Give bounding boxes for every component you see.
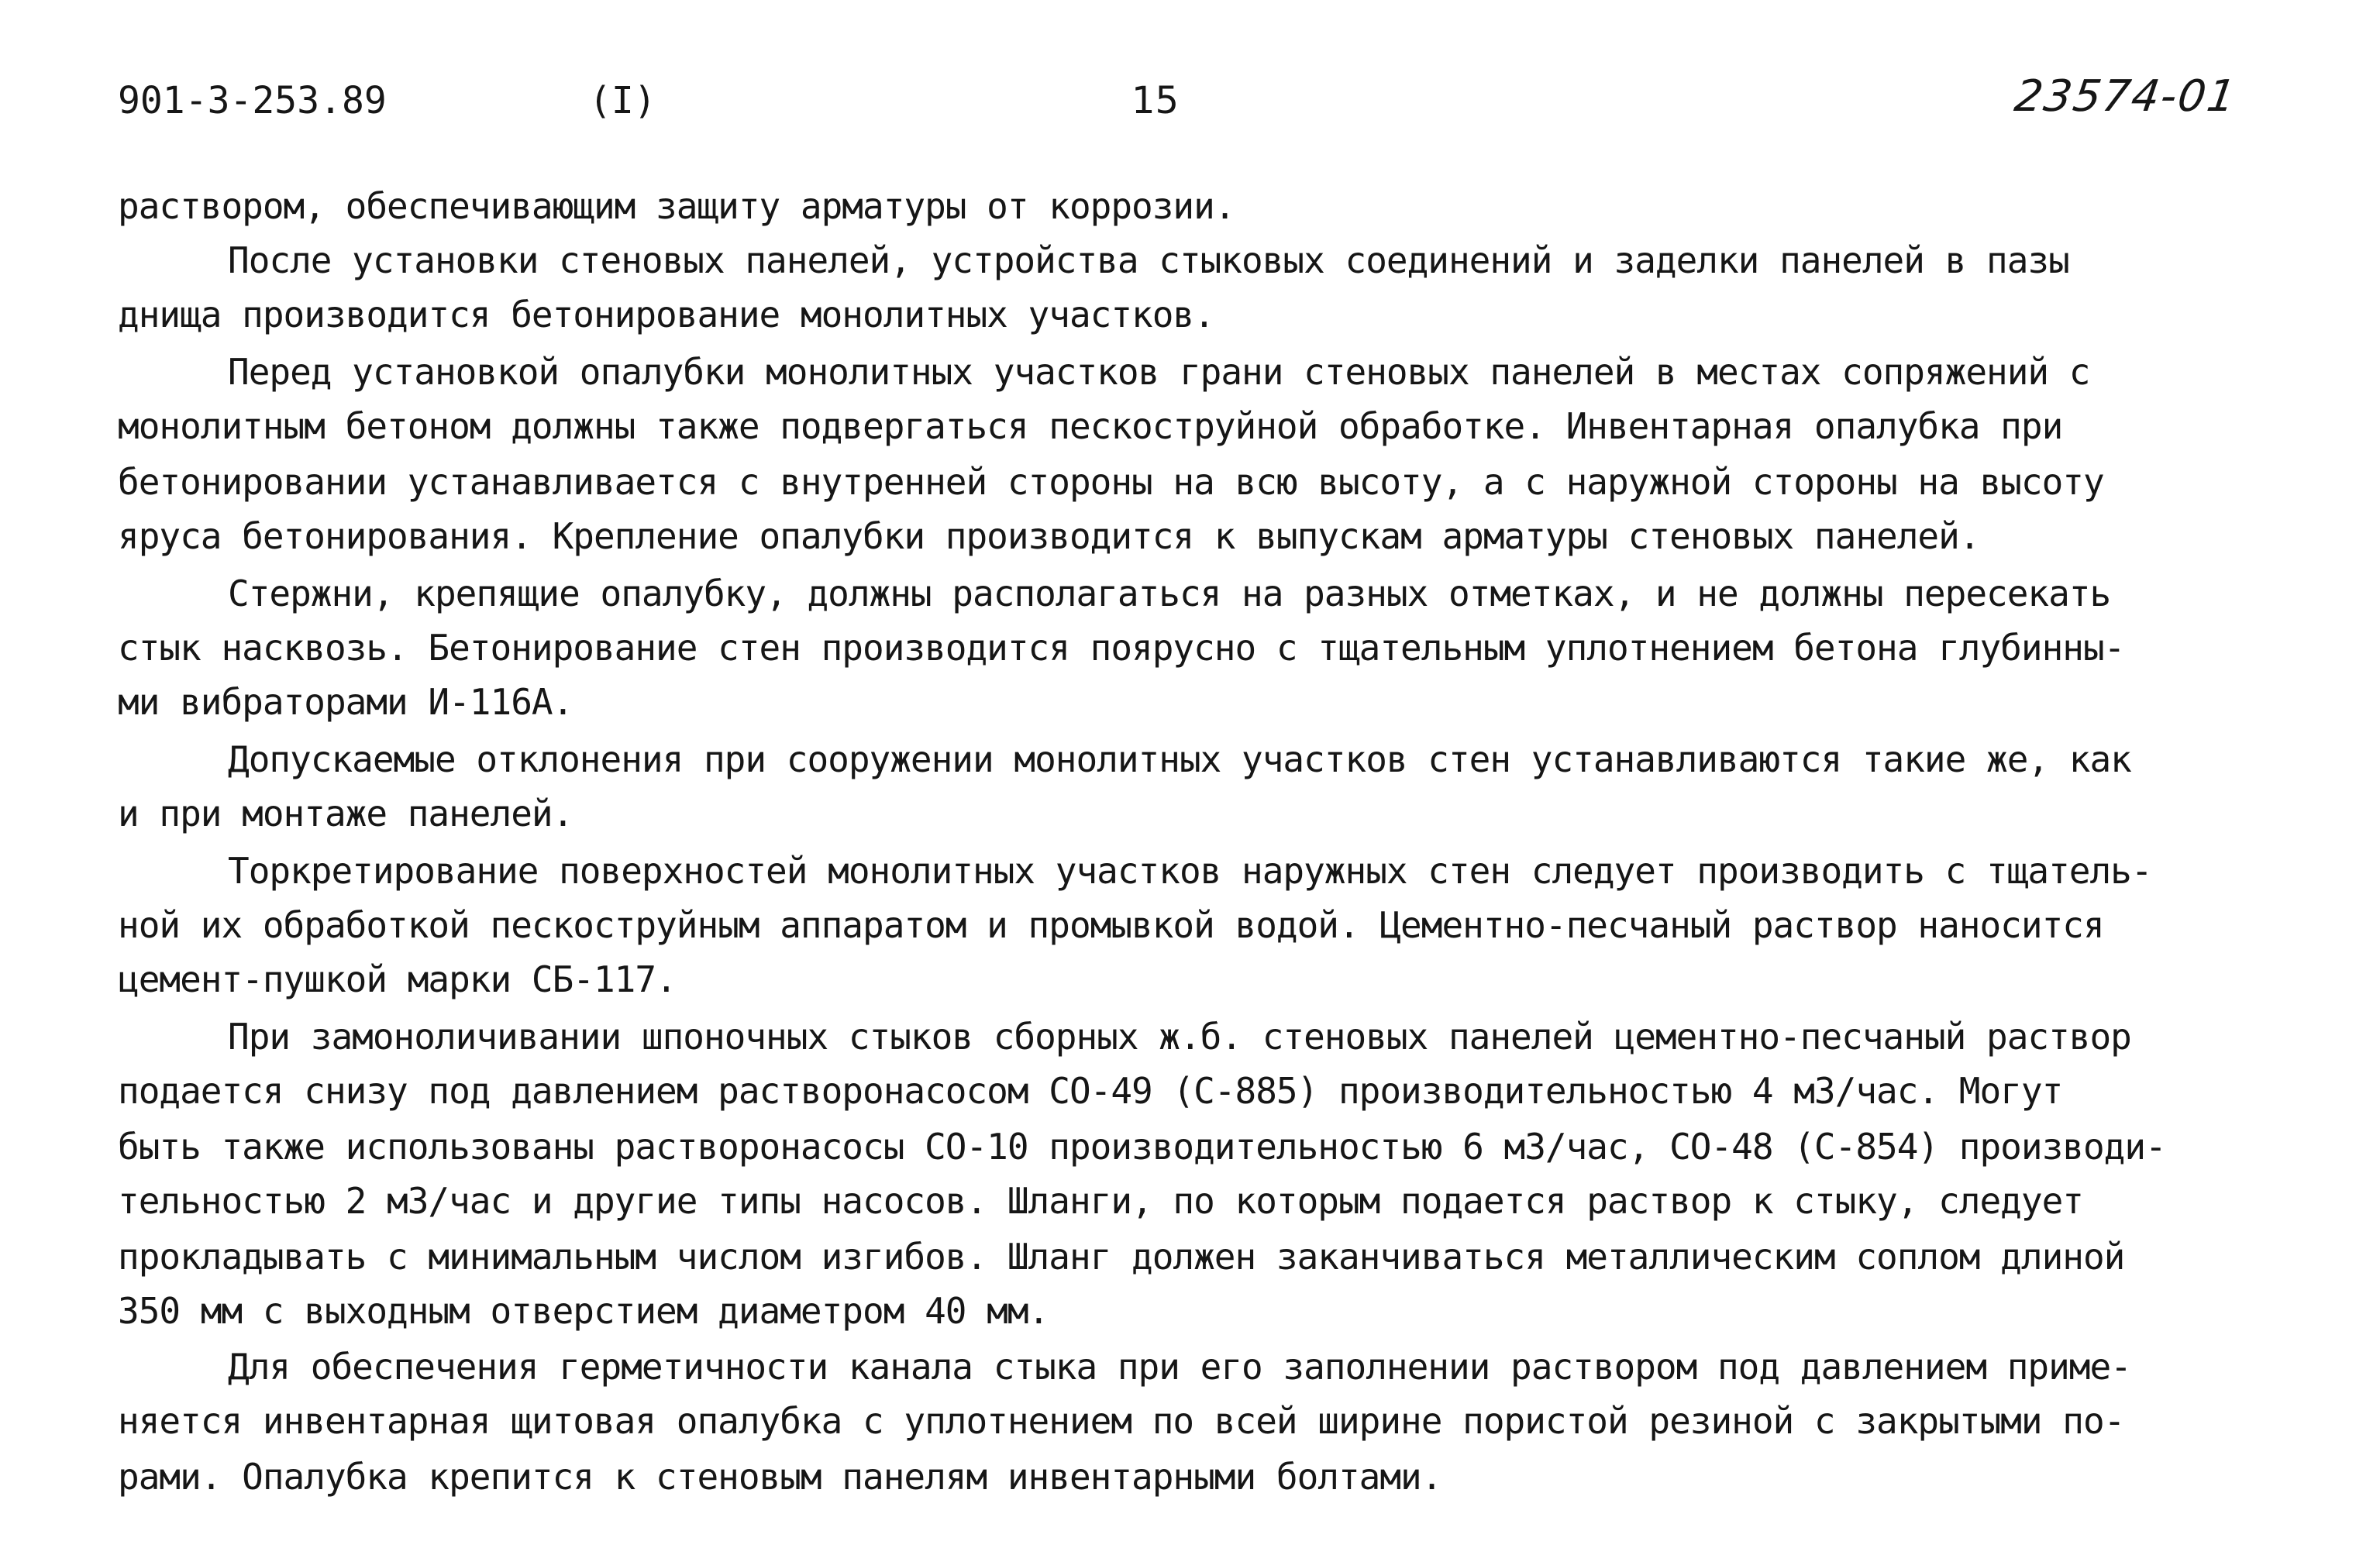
inventory-number: 23574-01 xyxy=(2011,71,2241,122)
document-code: 901-3-253.89 xyxy=(118,79,387,122)
text-line: подается снизу под давлением растворонасосом СО-49 (С-885) производительностью 4 м3/час. Могут xyxy=(118,1070,2063,1112)
text-line: рами. Опалубка крепится к стеновым панелям инвентарными болтами. xyxy=(118,1456,1442,1498)
text-line: бетонировании устанавливается с внутренней стороны на всю высоту, а с наружной стороны на высоту xyxy=(118,461,2104,503)
text-line: яруса бетонирования. Крепление опалубки производится к выпускам арматуры стеновых панелей. xyxy=(118,515,1980,557)
document-part: (I) xyxy=(589,79,656,122)
text-line: 350 мм с выходным отверстием диаметром 40 мм. xyxy=(118,1290,1049,1332)
text-line: тельностью 2 м3/час и другие типы насосов. Шланги, по которым подается раствор к стыку, следует xyxy=(118,1180,2083,1222)
text-line: быть также использованы растворонасосы СО-10 производительностью 6 м3/час, СО-48 (С-854) производи- xyxy=(118,1126,2166,1168)
text-line: монолитным бетоном должны также подвергаться пескоструйной обработке. Инвентарная опалубка при xyxy=(118,405,2063,447)
text-line: Допускаемые отклонения при сооружении монолитных участков стен устанавливаются такие же, как xyxy=(228,738,2131,780)
text-line: После установки стеновых панелей, устройства стыковых соединений и заделки панелей в пазы xyxy=(228,239,2069,281)
text-line: и при монтаже панелей. xyxy=(118,793,573,834)
text-line: няется инвентарная щитовая опалубка с уплотнением по всей ширине пористой резиной с закрытыми по- xyxy=(118,1400,2125,1442)
text-line: ми вибраторами И-116А. xyxy=(118,681,573,723)
text-line: Для обеспечения герметичности канала стыка при его заполнении раствором под давлением приме- xyxy=(228,1346,2131,1388)
text-line: днища производится бетонирование монолитных участков. xyxy=(118,294,1214,335)
text-line: раствором, обеспечивающим защиту арматуры от коррозии. xyxy=(118,185,1235,227)
text-line: Торкретирование поверхностей монолитных участков наружных стен следует производить с тщатель- xyxy=(228,850,2152,892)
text-line: Перед установкой опалубки монолитных участков грани стеновых панелей в местах сопряжений с xyxy=(228,351,2090,393)
page-number: 15 xyxy=(1131,79,1180,122)
text-line: Стержни, крепящие опалубку, должны располагаться на разных отметках, и не должны пересекать xyxy=(228,573,2111,614)
text-line: цемент-пушкой марки СБ-117. xyxy=(118,958,677,1000)
text-line: прокладывать с минимальным числом изгибов. Шланг должен заканчиваться металлическим соплом длиной xyxy=(118,1236,2125,1278)
text-line: ной их обработкой пескоструйным аппаратом и промывкой водой. Цементно-песчаный раствор наносится xyxy=(118,904,2104,946)
text-line: При замоноличивании шпоночных стыков сборных ж.б. стеновых панелей цементно-песчаный раствор xyxy=(228,1016,2131,1058)
text-line: стык насквозь. Бетонирование стен производится поярусно с тщательным уплотнением бетона глубинны- xyxy=(118,627,2125,669)
